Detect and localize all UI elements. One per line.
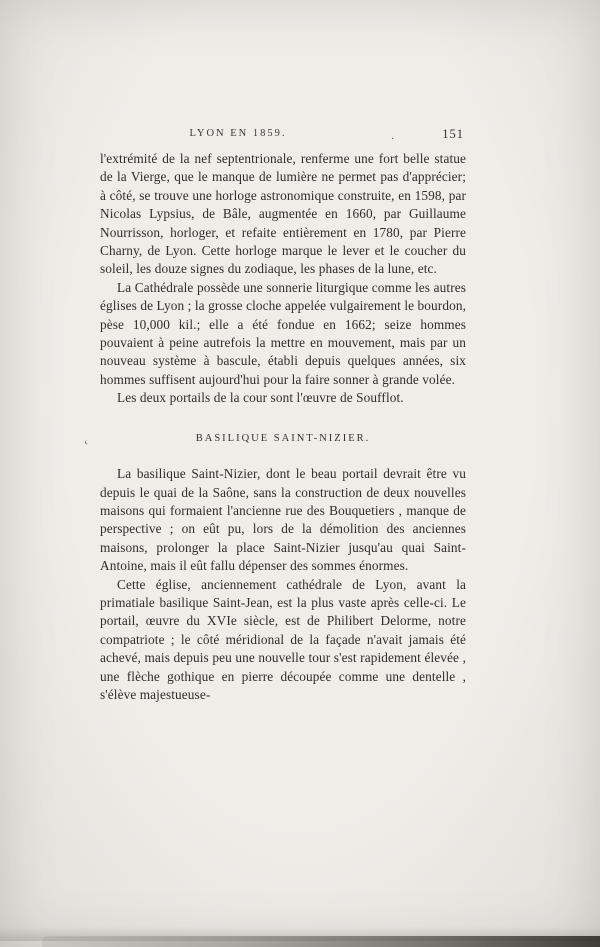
paragraph-eglise-portail-delorme: Cette église, anciennement cathédrale de Lyon, avant la primatiale basilique Saint-Jean, est la plus vaste après celle-ci. Le portail, œuvre du XVIe siècle, est de Philibert Delorme, notre compatriote ; le côté méridional de la façade n'avait jamais été achevé, mais depuis peu une nouvelle tour s'est rapidement élevée , une flèche gothique en pierre découpée comme une dentelle , s'élève majestueuse- [100, 576, 466, 702]
running-title: LYON EN 1859. [189, 128, 287, 139]
page-header [100, 128, 466, 146]
paragraph-horloge-astronomique: l'extrémité de la nef septentrionale, renferme une fort belle statue de la Vierge, que le manque de lumière ne permet pas d'apprécier; à côté, se trouve une horloge astronomique construite, en 1598, par Nicolas Lypsius, de Bâle, augmentée en 1660, par Guillaume Nourrisson, horloger, et refaite entièrement en 1780, par Pierre Charny, de Lyon. Cette horloge marque le lever et le coucher du soleil, les douze signes du zodiaque, les phases de la lune, etc. [100, 151, 466, 277]
header-separator-mark: . [391, 130, 394, 142]
paragraph-portails-soufflot: Les deux portails de la cour sont l'œuvre de Soufflot. [117, 390, 404, 406]
section-heading-basilique-saint-nizier: BASILIQUE SAINT-NIZIER. [195, 432, 371, 444]
scan-bottom-edge-shadow [42, 936, 600, 947]
body-text-block [100, 150, 466, 704]
paragraph-basilique-perspective: La basilique Saint-Nizier, dont le beau portail devrait être vu depuis le quai de la Saône, sans la construction de deux nouvelles maisons qui formaient l'ancienne rue des Bouquetiers , manque de perspective ; on eût pu, lors de la démolition des anciennes maisons, prolonger la place Saint-Nizier jusqu'au quai Saint-Antoine, mais il eût fallu dépenser des sommes énormes. [100, 466, 466, 574]
scan-artifact-mark: ‹ [82, 435, 90, 449]
page-number: 151 [442, 127, 464, 141]
paragraph-sonnerie-liturgique: La Cathédrale possède une sonnerie liturgique comme les autres églises de Lyon ; la grosse cloche appelée vulgairement le bourdon, pèse 10,000 kil.; elle a été fondue en 1662; seize hommes pouvaient à peine autrefois la mettre en mouvement, mais par un nouveau système à bascule, établi depuis quelques années, six hommes suffisent aujourd'hui pour la faire sonner à grande volée. [100, 279, 466, 387]
